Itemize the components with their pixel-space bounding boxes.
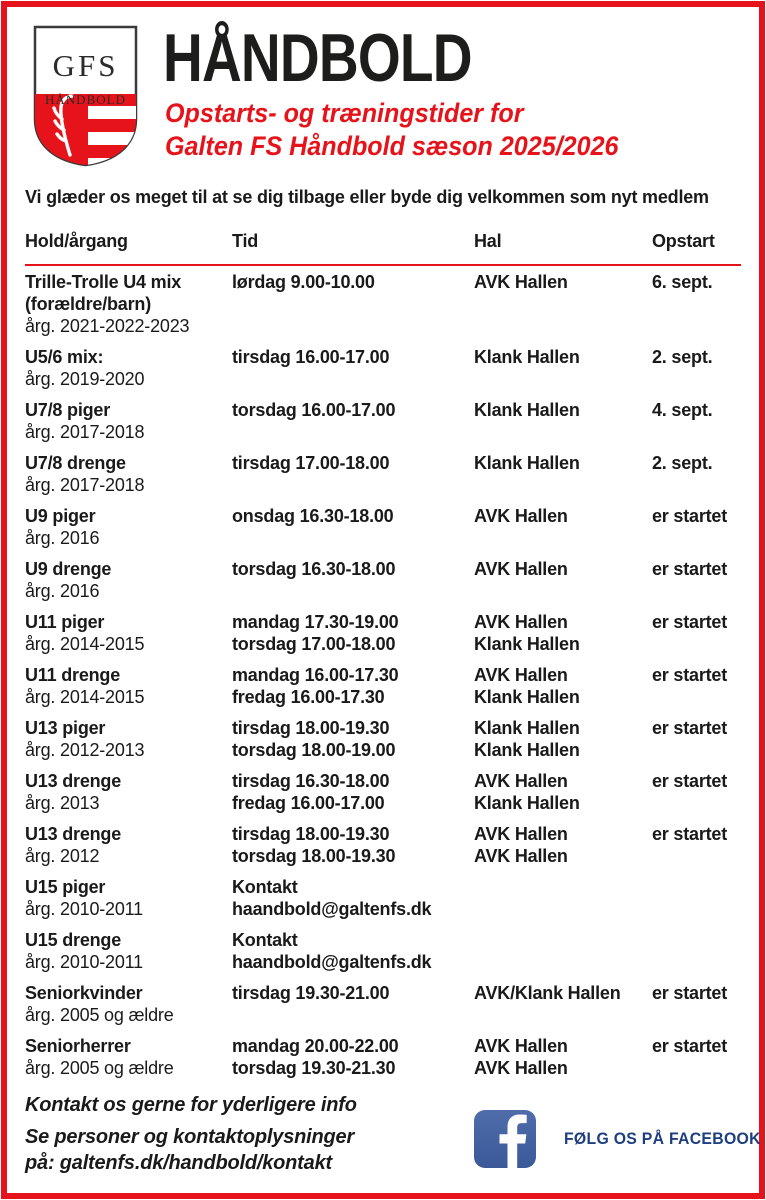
team-cell <box>25 770 232 814</box>
team-years: årg. 2012-2013 <box>25 740 145 760</box>
hall-cell <box>474 717 652 761</box>
table-row <box>25 929 741 973</box>
team-name: U13 drenge <box>25 771 122 791</box>
header-divider <box>25 264 741 266</box>
team-years: årg. 2014-2015 <box>25 687 145 707</box>
start-cell <box>652 346 741 390</box>
team-cell <box>25 452 232 496</box>
hall-cell <box>474 558 652 602</box>
start-date: er startet <box>652 612 728 632</box>
time-cell <box>232 876 474 920</box>
team-years: årg. 2010-2011 <box>25 899 143 919</box>
start-date: er startet <box>652 983 728 1003</box>
hall-name: AVK Hallen <box>474 506 568 526</box>
training-time: mandag 16.00-17.30 <box>232 665 399 685</box>
start-cell <box>652 1035 741 1079</box>
start-cell <box>652 611 741 655</box>
start-cell <box>652 929 741 973</box>
start-date: 2. sept. <box>652 347 713 367</box>
table-row <box>25 271 741 337</box>
team-years: årg. 2005 og ældre <box>25 1005 174 1025</box>
team-name: Trille-Trolle U4 mix <box>25 272 182 292</box>
start-cell <box>652 982 741 1026</box>
time-cell <box>232 664 474 708</box>
time-cell <box>232 558 474 602</box>
start-date: 4. sept. <box>652 400 713 420</box>
start-date: er startet <box>652 1036 728 1056</box>
hall-name: AVK/Klank Hallen <box>474 983 621 1003</box>
team-cell <box>25 399 232 443</box>
team-name: U11 piger <box>25 612 105 632</box>
start-date: er startet <box>652 771 728 791</box>
time-cell <box>232 399 474 443</box>
team-cell <box>25 611 232 655</box>
start-cell <box>652 558 741 602</box>
team-years: årg. 2016 <box>25 581 100 601</box>
hall-cell <box>474 1035 652 1079</box>
time-cell <box>232 346 474 390</box>
time-cell <box>232 271 474 337</box>
training-time: tirsdag 19.30-21.00 <box>232 983 390 1003</box>
training-time: torsdag 18.00-19.30 <box>232 846 396 866</box>
start-cell <box>652 876 741 920</box>
start-date: er startet <box>652 665 728 685</box>
start-date: 2. sept. <box>652 453 713 473</box>
table-row <box>25 717 741 761</box>
team-cell <box>25 876 232 920</box>
hall-name: Klank Hallen <box>474 347 580 367</box>
team-years: årg. 2016 <box>25 528 100 548</box>
start-date: er startet <box>652 824 728 844</box>
training-time: torsdag 16.00-17.00 <box>232 400 396 420</box>
hall-name: AVK Hallen <box>474 771 568 791</box>
start-cell <box>652 717 741 761</box>
training-time: haandbold@galtenfs.dk <box>232 899 432 919</box>
hall-name: Klank Hallen <box>474 634 580 654</box>
training-time: fredag 16.00-17.00 <box>232 793 385 813</box>
start-cell <box>652 505 741 549</box>
table-row <box>25 452 741 496</box>
start-cell <box>652 271 741 337</box>
facebook-f-icon <box>474 1110 536 1168</box>
col-header-hold: Hold/årgang <box>25 231 128 251</box>
team-name: U13 drenge <box>25 824 122 844</box>
team-cell <box>25 505 232 549</box>
start-cell <box>652 770 741 814</box>
hall-name: AVK Hallen <box>474 612 568 632</box>
start-cell <box>652 664 741 708</box>
hall-cell <box>474 929 652 973</box>
club-crest-logo <box>30 24 141 170</box>
team-cell <box>25 664 232 708</box>
team-years: årg. 2010-2011 <box>25 952 143 972</box>
team-cell <box>25 1035 232 1079</box>
col-header-hal: Hal <box>474 231 502 251</box>
page-title: HÅNDBOLD <box>163 20 472 96</box>
table-row <box>25 823 741 867</box>
crest-gfs-text: GFS <box>52 48 119 83</box>
training-time: torsdag 18.00-19.00 <box>232 740 396 760</box>
crest-handbold-text: HÅNDBOLD <box>45 92 126 107</box>
hall-name: AVK Hallen <box>474 665 568 685</box>
team-years: årg. 2017-2018 <box>25 475 145 495</box>
table-row <box>25 1035 741 1079</box>
team-cell <box>25 929 232 973</box>
time-cell <box>232 1035 474 1079</box>
schedule-table <box>25 230 741 1088</box>
hall-name: Klank Hallen <box>474 718 580 738</box>
training-time: tirsdag 17.00-18.00 <box>232 453 390 473</box>
team-name: U15 drenge <box>25 930 122 950</box>
training-time: mandag 17.30-19.00 <box>232 612 399 632</box>
page-subtitle <box>165 97 619 163</box>
hall-cell <box>474 982 652 1026</box>
team-name: U13 piger <box>25 718 106 738</box>
welcome-text: Vi glæder os meget til at se dig tilbage eller byde dig velkommen som nyt medlem <box>25 187 709 207</box>
hall-cell <box>474 611 652 655</box>
team-name: U11 drenge <box>25 665 121 685</box>
training-time: fredag 16.00-17.30 <box>232 687 385 707</box>
table-row <box>25 876 741 920</box>
hall-cell <box>474 452 652 496</box>
table-row <box>25 558 741 602</box>
team-years: årg. 2014-2015 <box>25 634 145 654</box>
team-name: U7/8 drenge <box>25 453 126 473</box>
hall-name: AVK Hallen <box>474 559 568 579</box>
table-row <box>25 770 741 814</box>
team-name: U15 piger <box>25 877 106 897</box>
hall-name: Klank Hallen <box>474 740 580 760</box>
team-years: årg. 2019-2020 <box>25 369 145 389</box>
hall-name: AVK Hallen <box>474 272 568 292</box>
team-cell <box>25 717 232 761</box>
team-cell <box>25 346 232 390</box>
training-time: tirsdag 16.30-18.00 <box>232 771 390 791</box>
facebook-label: FØLG OS PÅ FACEBOOK <box>564 1129 761 1148</box>
team-years: årg. 2021-2022-2023 <box>25 316 190 336</box>
table-row <box>25 505 741 549</box>
hall-cell <box>474 664 652 708</box>
hall-cell <box>474 271 652 337</box>
shield-icon <box>30 24 141 170</box>
start-date: er startet <box>652 506 728 526</box>
training-time: lørdag 9.00-10.00 <box>232 272 375 292</box>
table-row <box>25 399 741 443</box>
team-name: (forældre/barn) <box>25 294 152 314</box>
hall-cell <box>474 505 652 549</box>
training-time: torsdag 16.30-18.00 <box>232 559 396 579</box>
footer-line-2: Se personer og kontaktoplysninger <box>25 1126 355 1148</box>
hall-name: AVK Hallen <box>474 1058 568 1078</box>
training-time: haandbold@galtenfs.dk <box>232 952 432 972</box>
training-time: mandag 20.00-22.00 <box>232 1036 399 1056</box>
team-cell <box>25 982 232 1026</box>
hall-name: Klank Hallen <box>474 400 580 420</box>
training-time: Kontakt <box>232 877 298 897</box>
team-years: årg. 2017-2018 <box>25 422 145 442</box>
training-time: torsdag 17.00-18.00 <box>232 634 396 654</box>
training-time: onsdag 16.30-18.00 <box>232 506 394 526</box>
hall-name: Klank Hallen <box>474 687 580 707</box>
hall-cell <box>474 770 652 814</box>
training-time: tirsdag 16.00-17.00 <box>232 347 390 367</box>
team-name: U9 drenge <box>25 559 112 579</box>
start-date: 6. sept. <box>652 272 713 292</box>
table-row <box>25 664 741 708</box>
hall-name: AVK Hallen <box>474 846 568 866</box>
hall-name: Klank Hallen <box>474 793 580 813</box>
table-row <box>25 982 741 1026</box>
training-time: Kontakt <box>232 930 298 950</box>
team-years: årg. 2005 og ældre <box>25 1058 174 1078</box>
team-cell <box>25 271 232 337</box>
table-row <box>25 346 741 390</box>
facebook-link[interactable] <box>474 1110 766 1168</box>
hall-cell <box>474 876 652 920</box>
start-cell <box>652 823 741 867</box>
team-years: årg. 2013 <box>25 793 100 813</box>
hall-name: AVK Hallen <box>474 1036 568 1056</box>
time-cell <box>232 452 474 496</box>
team-name: U5/6 mix: <box>25 347 104 367</box>
team-cell <box>25 823 232 867</box>
training-time: tirsdag 18.00-19.30 <box>232 718 390 738</box>
col-header-tid: Tid <box>232 231 259 251</box>
time-cell <box>232 505 474 549</box>
team-cell <box>25 558 232 602</box>
start-date: er startet <box>652 718 728 738</box>
team-name: U9 piger <box>25 506 96 526</box>
team-name: U7/8 piger <box>25 400 111 420</box>
team-name: Seniorkvinder <box>25 983 143 1003</box>
table-header-row <box>25 230 741 252</box>
training-time: torsdag 19.30-21.30 <box>232 1058 396 1078</box>
team-years: årg. 2012 <box>25 846 100 866</box>
time-cell <box>232 929 474 973</box>
time-cell <box>232 717 474 761</box>
table-rows <box>25 271 741 1079</box>
hall-cell <box>474 823 652 867</box>
footer-line-3: på: galtenfs.dk/handbold/kontakt <box>25 1152 332 1174</box>
subtitle-line-2: Galten FS Håndbold sæson 2025/2026 <box>165 131 619 161</box>
footer-line-1: Kontakt os gerne for yderligere info <box>25 1094 357 1116</box>
subtitle-line-1: Opstarts- og træningstider for <box>165 98 524 128</box>
time-cell <box>232 611 474 655</box>
team-name: Seniorherrer <box>25 1036 131 1056</box>
training-time: tirsdag 18.00-19.30 <box>232 824 390 844</box>
start-cell <box>652 452 741 496</box>
hall-name: Klank Hallen <box>474 453 580 473</box>
time-cell <box>232 823 474 867</box>
time-cell <box>232 770 474 814</box>
start-date: er startet <box>652 559 728 579</box>
hall-name: AVK Hallen <box>474 824 568 844</box>
col-header-opstart: Opstart <box>652 231 715 251</box>
footer-contact <box>25 1092 357 1176</box>
start-cell <box>652 399 741 443</box>
time-cell <box>232 982 474 1026</box>
table-row <box>25 611 741 655</box>
hall-cell <box>474 399 652 443</box>
hall-cell <box>474 346 652 390</box>
